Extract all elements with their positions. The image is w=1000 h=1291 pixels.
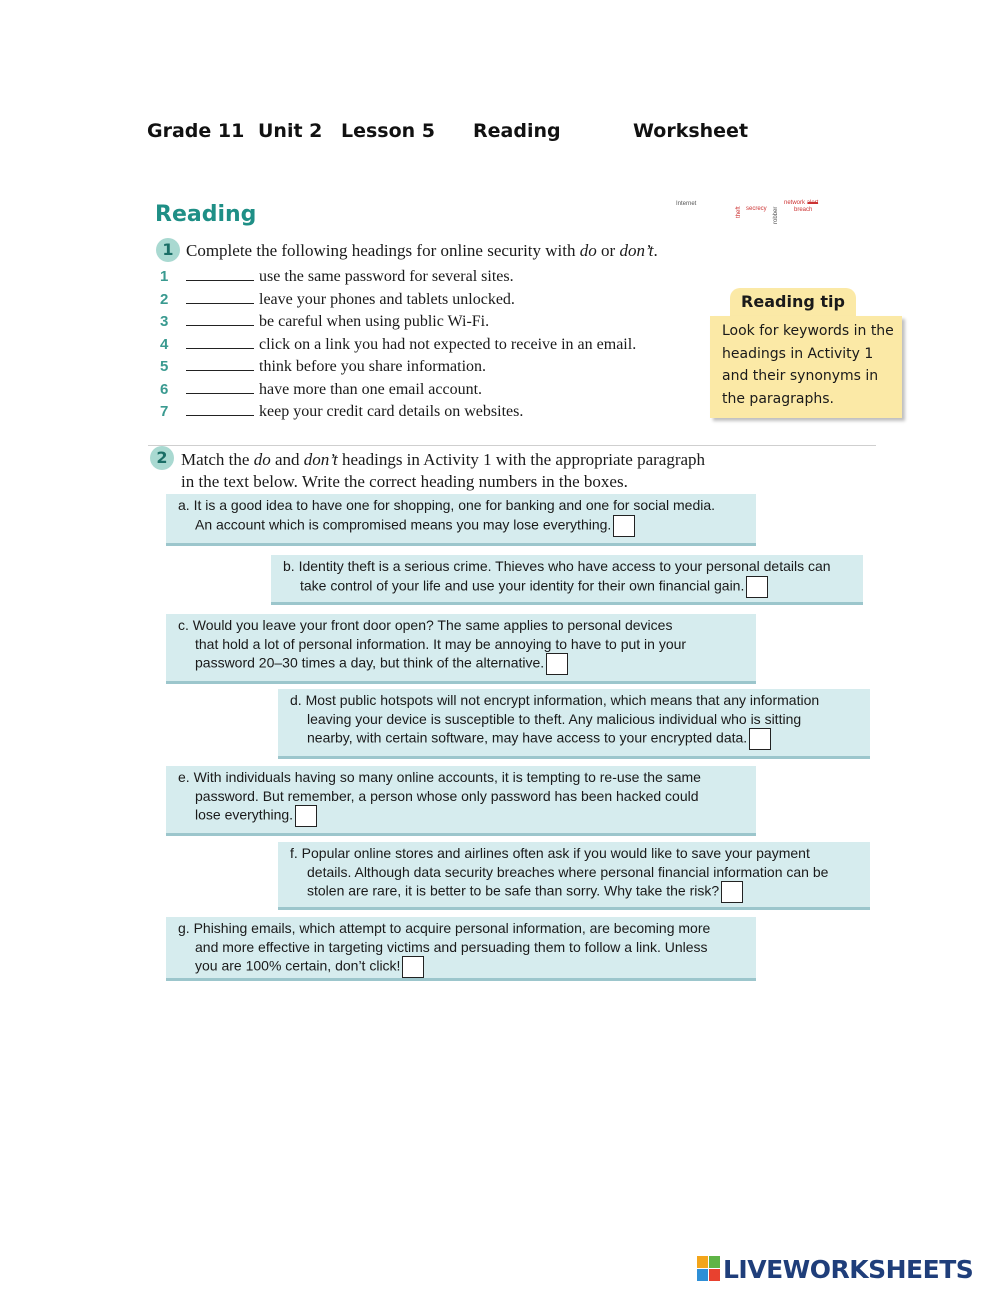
list-item: 1 use the same password for several sites.	[160, 268, 514, 285]
activity-1-badge: 1	[156, 238, 180, 262]
answer-box-d[interactable]	[749, 728, 771, 750]
liveworksheets-logo: LIVEWORKSHEETS	[697, 1255, 973, 1284]
answer-blank[interactable]	[186, 403, 254, 416]
answer-box-e[interactable]	[295, 805, 317, 827]
answer-blank[interactable]	[186, 291, 254, 304]
answer-box-b[interactable]	[746, 576, 768, 598]
list-item: 5 think before you share information.	[160, 358, 487, 375]
paragraph-c: c. Would you leave your front door open? The same applies to personal devices that hold a lot of personal information. It may be annoying to have to put in your password 20–30 times a day, but think of the alternative.	[166, 614, 756, 684]
paragraph-d: d. Most public hotspots will not encrypt information, which means that any information leaving your device is susceptible to theft. Any malicious individual who is sitting nearby, with certain software, may have access to your encrypted data.	[278, 689, 870, 759]
activity-1-list	[160, 268, 720, 426]
answer-box-f[interactable]	[721, 881, 743, 903]
list-item: 4 click on a link you had not expected to receive in an email.	[160, 335, 637, 353]
answer-box-a[interactable]	[613, 515, 635, 537]
answer-blank[interactable]	[186, 381, 254, 394]
answer-blank[interactable]	[186, 313, 254, 326]
paragraph-a: a. It is a good idea to have one for shopping, one for banking and one for social media. An account which is compromised means you may lose everything.	[166, 494, 756, 546]
logo-icon	[697, 1256, 721, 1282]
header-type: Worksheet	[633, 120, 749, 142]
answer-blank[interactable]	[186, 336, 254, 349]
list-item: 2 leave your phones and tablets unlocked.	[160, 290, 515, 308]
activity-2-badge: 2	[150, 446, 174, 470]
header-unit: Unit 2	[258, 120, 323, 142]
answer-blank[interactable]	[186, 268, 254, 281]
list-item: 6 have more than one email account.	[160, 380, 483, 398]
paragraph-g: g. Phishing emails, which attempt to acquire personal information, are becoming more and more effective in targeting victims and persuading them to follow a link. Unless you are 100% certain, don’t click!	[166, 917, 756, 981]
activity-1-instruction: Complete the following headings for online security with do or don’t.	[186, 241, 658, 260]
paragraph-b: b. Identity theft is a serious crime. Thieves who have access to your personal details can take control of your life and use your identity for their own financial gain.	[271, 555, 863, 605]
activity-2-instruction: Match the do and don’t headings in Activity 1 with the appropriate paragraph in the text below. Write the correct heading numbers in the boxes.	[181, 450, 706, 491]
section-title: Reading	[155, 202, 257, 227]
list-item: 7 keep your credit card details on websites.	[160, 403, 524, 420]
header-grade: Grade 11	[147, 120, 245, 142]
header-lesson: Lesson 5	[341, 120, 436, 142]
divider	[148, 445, 876, 446]
list-item: 3 be careful when using public Wi-Fi.	[160, 313, 490, 330]
answer-box-c[interactable]	[546, 653, 568, 675]
reading-tip-box: Look for keywords in the headings in Activity 1 and their synonyms in the paragraphs.	[710, 316, 902, 418]
reading-tip-title: Reading tip	[730, 288, 856, 316]
answer-blank[interactable]	[186, 358, 254, 371]
paragraph-e: e. With individuals having so many online accounts, it is tempting to re-use the same password. But remember, a person whose only password has been hacked could lose everything.	[166, 766, 756, 836]
header-skill: Reading	[473, 120, 561, 142]
answer-box-g[interactable]	[402, 956, 424, 978]
paragraph-f: f. Popular online stores and airlines often ask if you would like to save your payment details. Although data security breaches where personal financial information can be stolen are rare, it is better to be safe than sorry. Why take the risk?	[278, 842, 870, 910]
word-cloud-image: Internet secrecy network alert breach robber theft	[676, 200, 819, 224]
